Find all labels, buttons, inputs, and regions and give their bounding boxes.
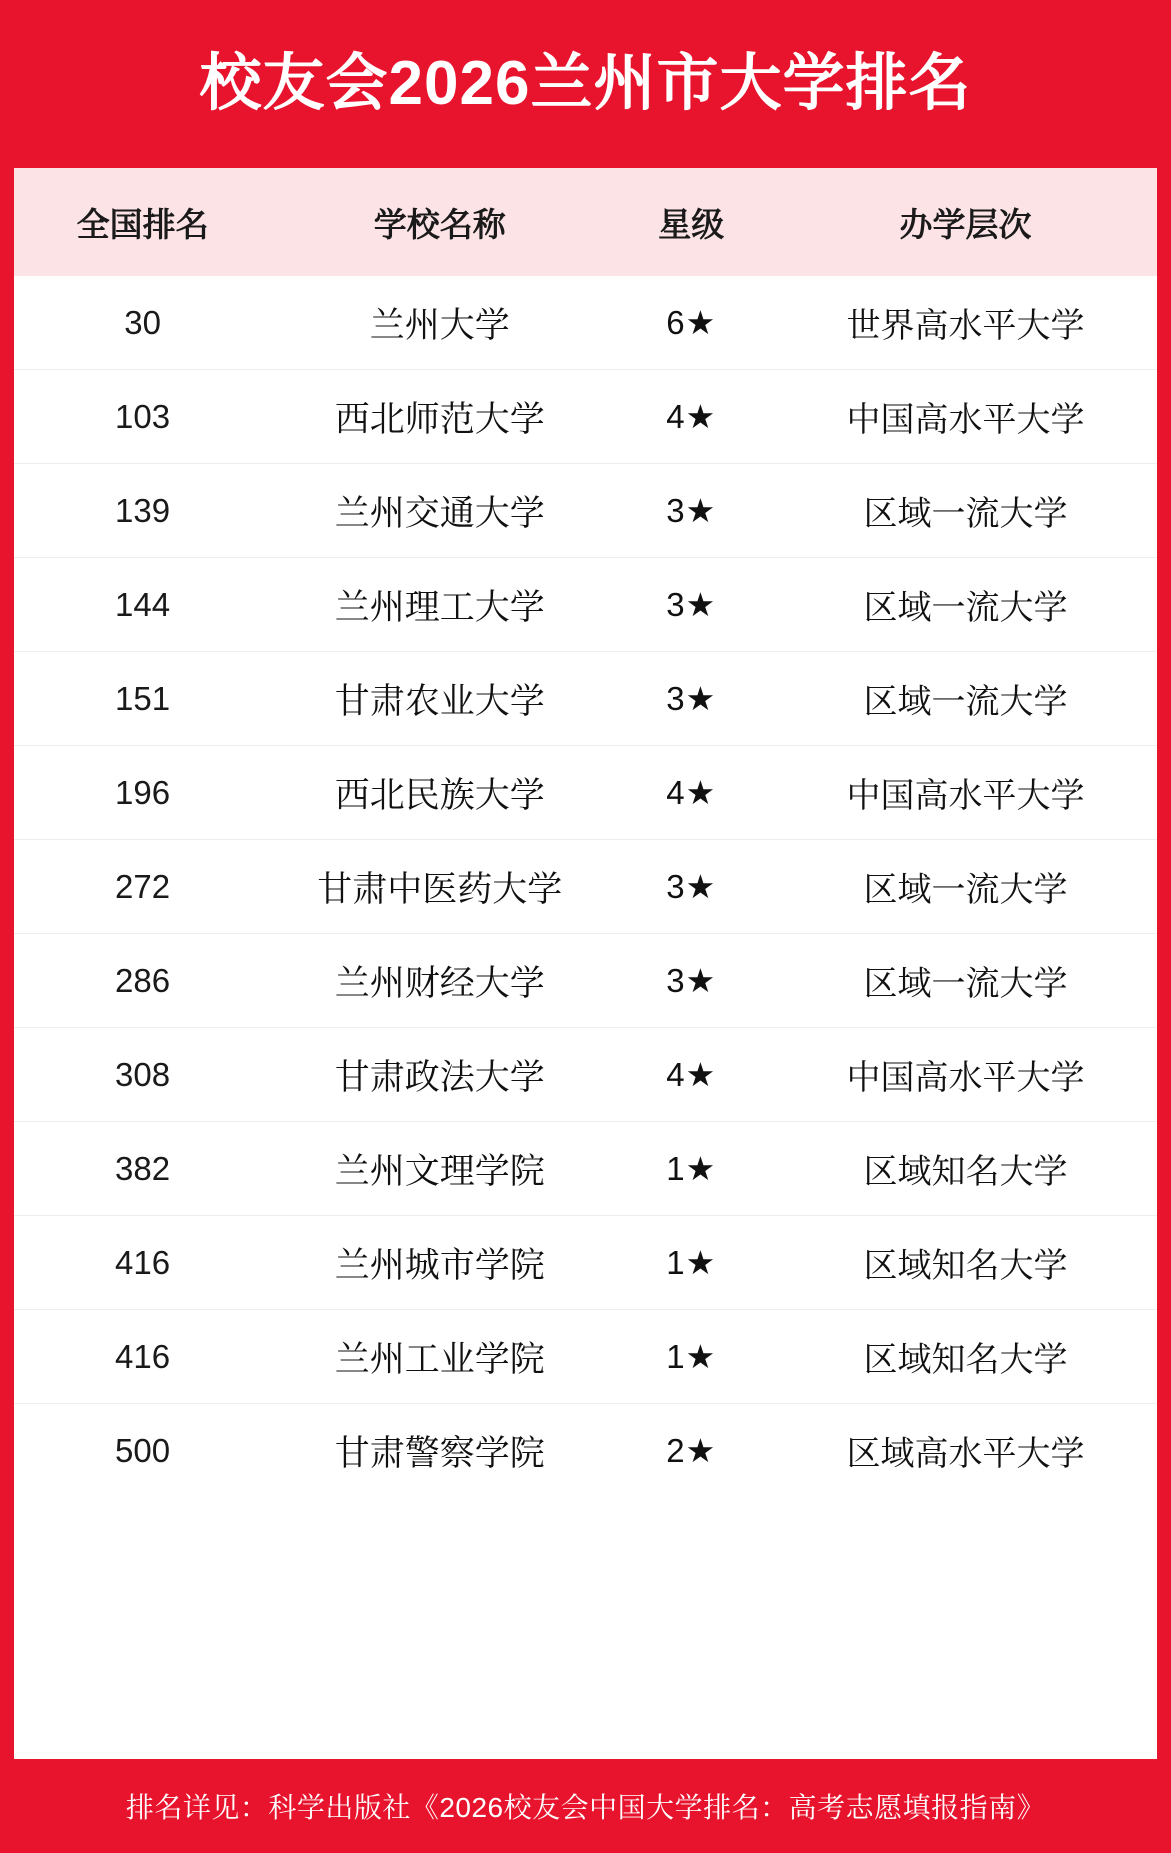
cell-star: 1★	[608, 1122, 774, 1216]
cell-star: 4★	[608, 1028, 774, 1122]
cell-star: 1★	[608, 1216, 774, 1310]
cell-level: 中国高水平大学	[774, 370, 1157, 464]
cell-rank: 286	[14, 934, 271, 1028]
cell-star: 4★	[608, 746, 774, 840]
poster-header	[0, 0, 1171, 168]
column-header-school-name: 学校名称	[271, 168, 608, 276]
cell-star: 3★	[608, 652, 774, 746]
table-row	[14, 558, 1157, 652]
cell-school-name: 甘肃农业大学	[271, 652, 608, 746]
cell-school-name: 兰州城市学院	[271, 1216, 608, 1310]
table-row	[14, 746, 1157, 840]
table-row	[14, 1310, 1157, 1404]
cell-level: 世界高水平大学	[774, 276, 1157, 370]
column-header-school-tier: 办学层次	[774, 168, 1157, 276]
cell-rank: 382	[14, 1122, 271, 1216]
cell-star: 2★	[666, 1432, 717, 1469]
page-title: 校友会2026兰州市大学排名	[199, 49, 972, 118]
cell-school-name: 西北民族大学	[271, 746, 608, 840]
cell-school-name: 兰州交通大学	[271, 464, 608, 558]
footer-note-bar	[0, 1759, 1171, 1853]
cell-rank: 416	[14, 1310, 271, 1404]
table-row	[14, 464, 1157, 558]
cell-level: 区域高水平大学	[846, 1435, 1085, 1473]
cell-level: 中国高水平大学	[774, 746, 1157, 840]
table-body	[14, 276, 1157, 1497]
cell-star: 4★	[608, 370, 774, 464]
table-row	[14, 934, 1157, 1028]
cell-star: 6★	[608, 276, 774, 370]
table-row	[14, 1122, 1157, 1216]
cell-level: 区域一流大学	[774, 558, 1157, 652]
cell-star: 3★	[608, 934, 774, 1028]
cell-school-name: 兰州工业学院	[271, 1310, 608, 1404]
cell-star: 1★	[608, 1310, 774, 1404]
cell-rank: 144	[14, 558, 271, 652]
table-row	[14, 1404, 1157, 1498]
cell-level: 区域知名大学	[774, 1310, 1157, 1404]
cell-rank: 500	[115, 1431, 171, 1469]
ranking-table	[14, 168, 1157, 1497]
table-header-row	[14, 168, 1157, 276]
column-header-star-rating: 星级	[608, 168, 774, 276]
cell-level: 区域一流大学	[774, 652, 1157, 746]
ranking-table-container	[14, 168, 1157, 1759]
cell-rank: 196	[14, 746, 271, 840]
cell-school-name: 甘肃政法大学	[271, 1028, 608, 1122]
cell-star: 3★	[608, 840, 774, 934]
cell-rank: 272	[14, 840, 271, 934]
table-row	[14, 652, 1157, 746]
cell-school-name: 西北师范大学	[271, 370, 608, 464]
table-header	[14, 168, 1157, 276]
cell-school-name: 兰州理工大学	[271, 558, 608, 652]
cell-school-name: 甘肃中医药大学	[271, 840, 608, 934]
table-row	[14, 840, 1157, 934]
table-row	[14, 370, 1157, 464]
cell-rank: 308	[14, 1028, 271, 1122]
cell-school-name: 兰州大学	[271, 276, 608, 370]
cell-level: 区域知名大学	[774, 1122, 1157, 1216]
cell-rank: 151	[14, 652, 271, 746]
cell-school-name: 甘肃警察学院	[334, 1433, 545, 1473]
cell-school-name: 兰州文理学院	[271, 1122, 608, 1216]
cell-level: 区域一流大学	[774, 934, 1157, 1028]
cell-school-name: 兰州财经大学	[271, 934, 608, 1028]
table-row	[14, 1216, 1157, 1310]
table-row	[14, 276, 1157, 370]
cell-rank: 30	[14, 276, 271, 370]
column-header-national-rank: 全国排名	[14, 168, 271, 276]
cell-level: 中国高水平大学	[774, 1028, 1157, 1122]
cell-level: 区域一流大学	[774, 840, 1157, 934]
cell-level: 区域知名大学	[774, 1216, 1157, 1310]
footer-note: 排名详见：科学出版社《2026校友会中国大学排名：高考志愿填报指南》	[125, 1792, 1046, 1823]
cell-star: 3★	[608, 464, 774, 558]
cell-level: 区域一流大学	[774, 464, 1157, 558]
cell-rank: 416	[14, 1216, 271, 1310]
cell-rank: 103	[14, 370, 271, 464]
table-row	[14, 1028, 1157, 1122]
cell-rank: 139	[14, 464, 271, 558]
cell-star: 3★	[608, 558, 774, 652]
